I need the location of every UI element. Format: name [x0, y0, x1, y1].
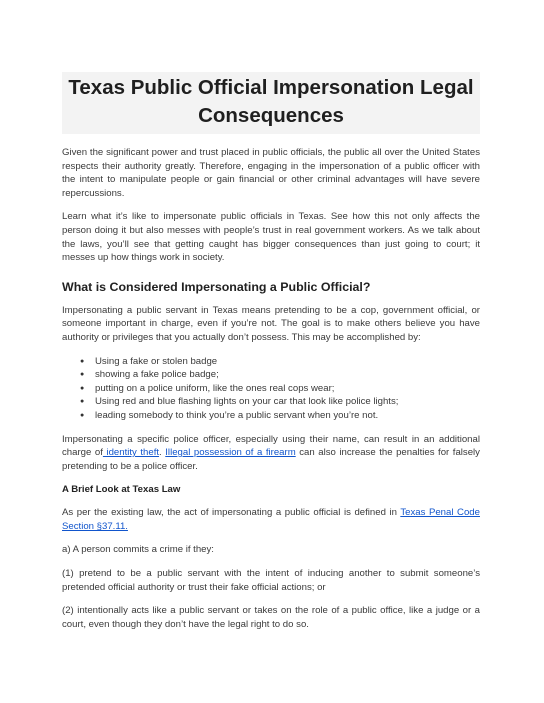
- section1-paragraph-2: [62, 433, 480, 474]
- section2-paragraph-4: (2) intentionally acts like a public servant or takes on the role of a public office, like a judge or a court, even though they don’t have the legal right to do so.: [62, 605, 480, 630]
- text-span: .: [159, 447, 166, 459]
- penal-code-link[interactable]: Texas Penal Code Section §37.11.: [62, 507, 480, 532]
- list-item: ● Using red and blue flashing lights on your car that look like police lights;: [95, 395, 480, 409]
- list-item: ● showing a fake police badge;: [95, 368, 480, 382]
- page-title: Texas Public Official Impersonation Legal Consequences: [68, 76, 474, 127]
- section1-paragraph-1: Impersonating a public servant in Texas means pretending to be a cop, government official, or someone important in charge, even if you’re not. The goal is to make others believe you have authority or privileges that you actually don’t possess. This may be accomplished by:: [62, 304, 480, 343]
- methods-list: [62, 355, 480, 423]
- title-banner: [62, 72, 480, 134]
- section-heading-impersonating: What is Considered Impersonating a Public Official?: [62, 279, 371, 294]
- text-span: Impersonating a specific police officer, especially using their name, can result in an additional charge of: [62, 433, 480, 459]
- identity-theft-link[interactable]: identity theft: [102, 447, 160, 459]
- section-heading-texas-law: A Brief Look at Texas Law: [62, 484, 181, 496]
- list-item: ● Using a fake or stolen badge: [95, 355, 480, 369]
- list-item: ● leading somebody to think you’re a public servant when you’re not.: [95, 409, 480, 423]
- intro-paragraph-2: Learn what it’s like to impersonate public officials in Texas. See how this not only affects the person doing it but also messes with people’s trust in real government workers. As we talk about the laws, you’ll see that getting caught has bigger consequences than just going to court; it messes up how things work in society.: [62, 211, 480, 264]
- list-item: ● putting on a police uniform, like the ones real cops wear;: [95, 382, 480, 396]
- section2-paragraph-3: (1) pretend to be a public servant with the intent of inducing another to submit someone’s pretended official authority or trust their fake official actions; or: [62, 568, 480, 593]
- intro-paragraph-1: Given the significant power and trust placed in public officials, the public all over the United States respects their authority greatly. Therefore, engaging in the impersonation of a public officer with the intent to manipulate people or gain financial or other criminal advantages will have severe repercussions.: [62, 147, 480, 199]
- text-span: As per the existing law, the act of impersonating a public official is defined in: [62, 507, 401, 519]
- section2-paragraph-1: [62, 506, 480, 533]
- section2-paragraph-2: a) A person commits a crime if they:: [62, 544, 214, 556]
- document-page: [62, 72, 480, 641]
- text-span: can also increase the penalties for falsely pretending to be a police officer.: [62, 447, 480, 472]
- firearm-possession-link[interactable]: Illegal possession of a firearm: [165, 447, 296, 459]
